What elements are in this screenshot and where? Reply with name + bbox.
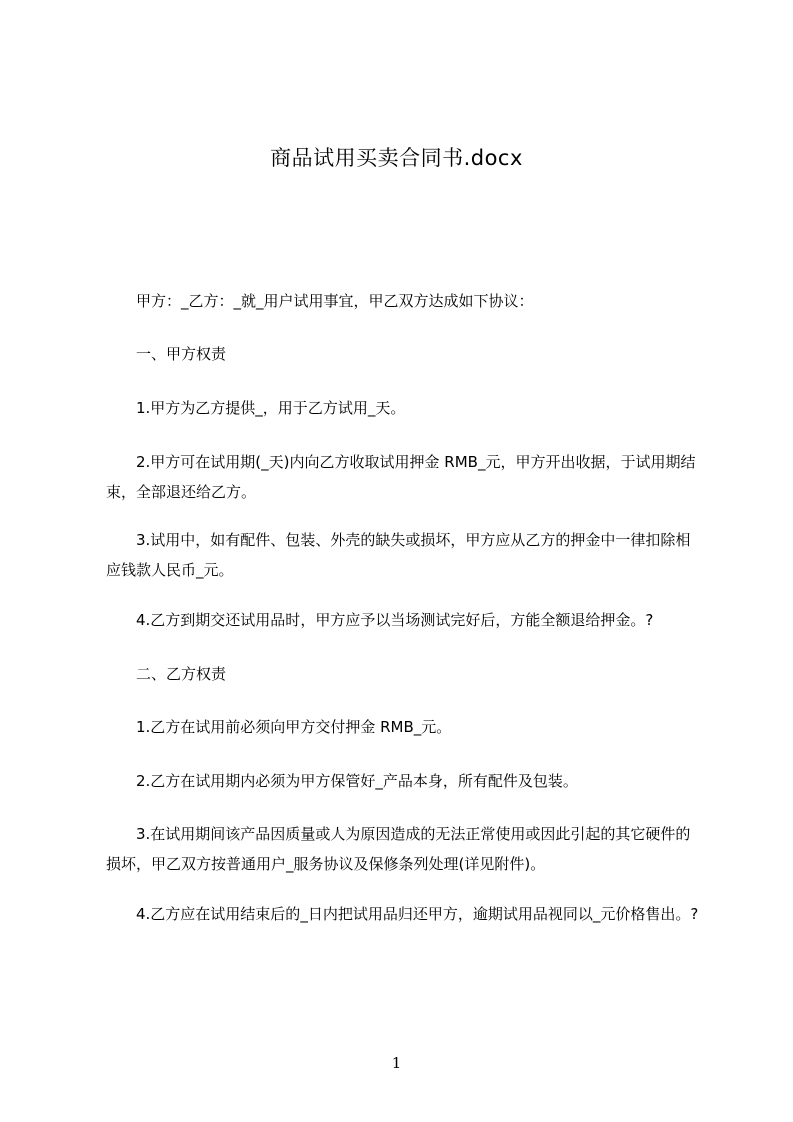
- party-b-clause-3: 3.在试用期间该产品因质量或人为原因造成的无法正常使用或因此引起的其它硬件的损坏，甲乙双方按普通用户_服务协议及保修条列处理(详见附件)。: [106, 825, 691, 873]
- party-b-clause-4: 4.乙方应在试用结束后的_日内把试用品归还甲方，逾期试用品视同以_元价格售出。?: [136, 905, 699, 923]
- party-a-clause-4: 4.乙方到期交还试用品时，甲方应予以当场测试完好后，方能全额退给押金。?: [136, 611, 654, 629]
- document-title: 商品试用买卖合同书.docx: [270, 146, 523, 170]
- party-a-clause-1: 1.甲方为乙方提供_，用于乙方试用_天。: [136, 399, 406, 417]
- page-number: 1: [391, 1054, 402, 1072]
- party-b-clause-2: 2.乙方在试用期内必须为甲方保管好_产品本身，所有配件及包装。: [136, 772, 578, 790]
- party-a-clause-2: 2.甲方可在试用期(_天)内向乙方收取试用押金 RMB_元，甲方开出收据，于试用期结束，全部退还给乙方。: [106, 453, 696, 501]
- party-a-clause-3: 3.试用中，如有配件、包装、外壳的缺失或损坏，甲方应从乙方的押金中一律扣除相应钱款人民币_元。: [106, 531, 691, 579]
- intro-paragraph: 甲方：_乙方：_就_用户试用事宜，甲乙双方达成如下协议：: [136, 292, 534, 310]
- party-b-clause-1: 1.乙方在试用前必须向甲方交付押金 RMB_元。: [136, 718, 452, 736]
- section-heading-party-a: 一、甲方权责: [136, 345, 227, 363]
- section-heading-party-b: 二、乙方权责: [136, 665, 227, 683]
